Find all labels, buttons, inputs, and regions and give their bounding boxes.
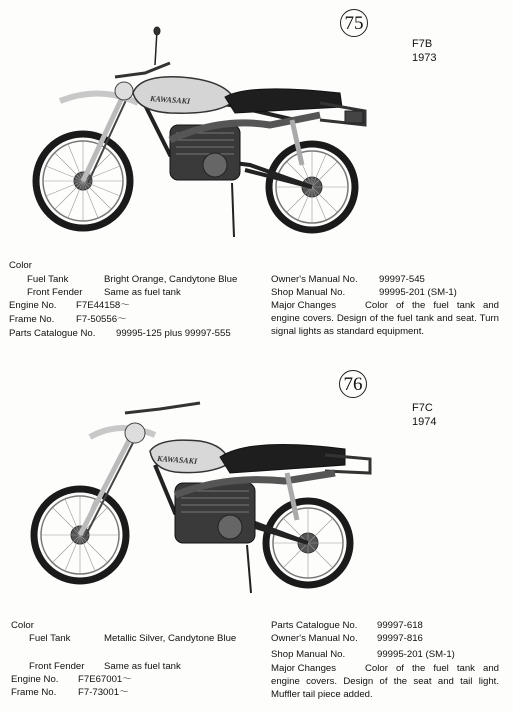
spec-front-fender-label: Front Fender — [29, 661, 85, 672]
spec-frame-value: F7-73001～ — [78, 687, 129, 698]
model-code — [412, 401, 436, 429]
spec-engine-value: F7E44158～ — [76, 300, 130, 311]
tank-logo: KAWASAKI — [149, 94, 191, 106]
spec-fuel-tank-label: Fuel Tank — [27, 274, 69, 285]
model-name: F7C — [412, 402, 433, 414]
spec-parts-label: Parts Catalogue No. — [9, 328, 96, 339]
spec-parts-label: Parts Catalogue No. — [271, 620, 358, 631]
spec-owners-label: Owner's Manual No. — [271, 633, 358, 644]
spec-color-heading: Color — [11, 620, 34, 631]
spec-shop-label: Shop Manual No. — [271, 649, 346, 660]
spec-engine-label: Engine No. — [9, 300, 57, 311]
section-number: 75 — [344, 12, 364, 34]
spec-engine-label: Engine No. — [11, 674, 59, 685]
spec-fuel-tank-value: Metallic Silver, Candytone Blue — [104, 633, 237, 644]
spec-parts-value: 99997-618 — [377, 620, 423, 631]
motorcycle-photo-f7b — [20, 25, 380, 250]
spec-front-fender-value: Same as fuel tank — [104, 661, 181, 672]
spec-fuel-tank-label: Fuel Tank — [29, 633, 71, 644]
spec-changes-label: Major Changes — [271, 300, 337, 311]
model-year: 1973 — [412, 52, 437, 64]
spec-owners-label: Owner's Manual No. — [271, 274, 358, 285]
spec-shop-label: Shop Manual No. — [271, 287, 346, 298]
spec-color-heading: Color — [9, 260, 32, 271]
spec-shop-value: 99995-201 (SM-1) — [379, 287, 457, 298]
spec-fuel-tank-value: Bright Orange, Candytone Blue — [104, 274, 238, 285]
section-number: 76 — [343, 373, 363, 395]
tank-logo: KAWASAKI — [156, 454, 198, 466]
spec-frame-label: Frame No. — [11, 687, 57, 698]
spec-front-fender-value: Same as fuel tank — [104, 287, 181, 298]
spec-changes-value: Color of the fuel tank and engine covers. Design of the fuel tank and seat. Turn signal lights as standard equipment. — [271, 300, 499, 337]
spec-front-fender-label: Front Fender — [27, 287, 83, 298]
spec-frame-label: Frame No. — [9, 314, 55, 325]
spec-changes-label: Major Changes — [271, 663, 337, 674]
motorcycle-photo-f7c — [25, 395, 375, 600]
section-number-badge — [339, 370, 367, 398]
model-code — [412, 37, 436, 65]
spec-engine-value: F7E67001～ — [78, 674, 132, 685]
spec-changes-value: Color of the fuel tank and engine covers. Design of the seat and tail light. Muffler tail piece added. — [271, 663, 499, 700]
spec-owners-value: 99997-545 — [379, 274, 425, 285]
spec-owners-value: 99997-816 — [377, 633, 423, 644]
model-year: 1974 — [412, 416, 437, 428]
spec-frame-value: F7-50556～ — [76, 314, 127, 325]
model-name: F7B — [412, 38, 433, 50]
spec-parts-value: 99995-125 plus 99997-555 — [116, 328, 231, 339]
spec-shop-value: 99995-201 (SM-1) — [377, 649, 455, 660]
